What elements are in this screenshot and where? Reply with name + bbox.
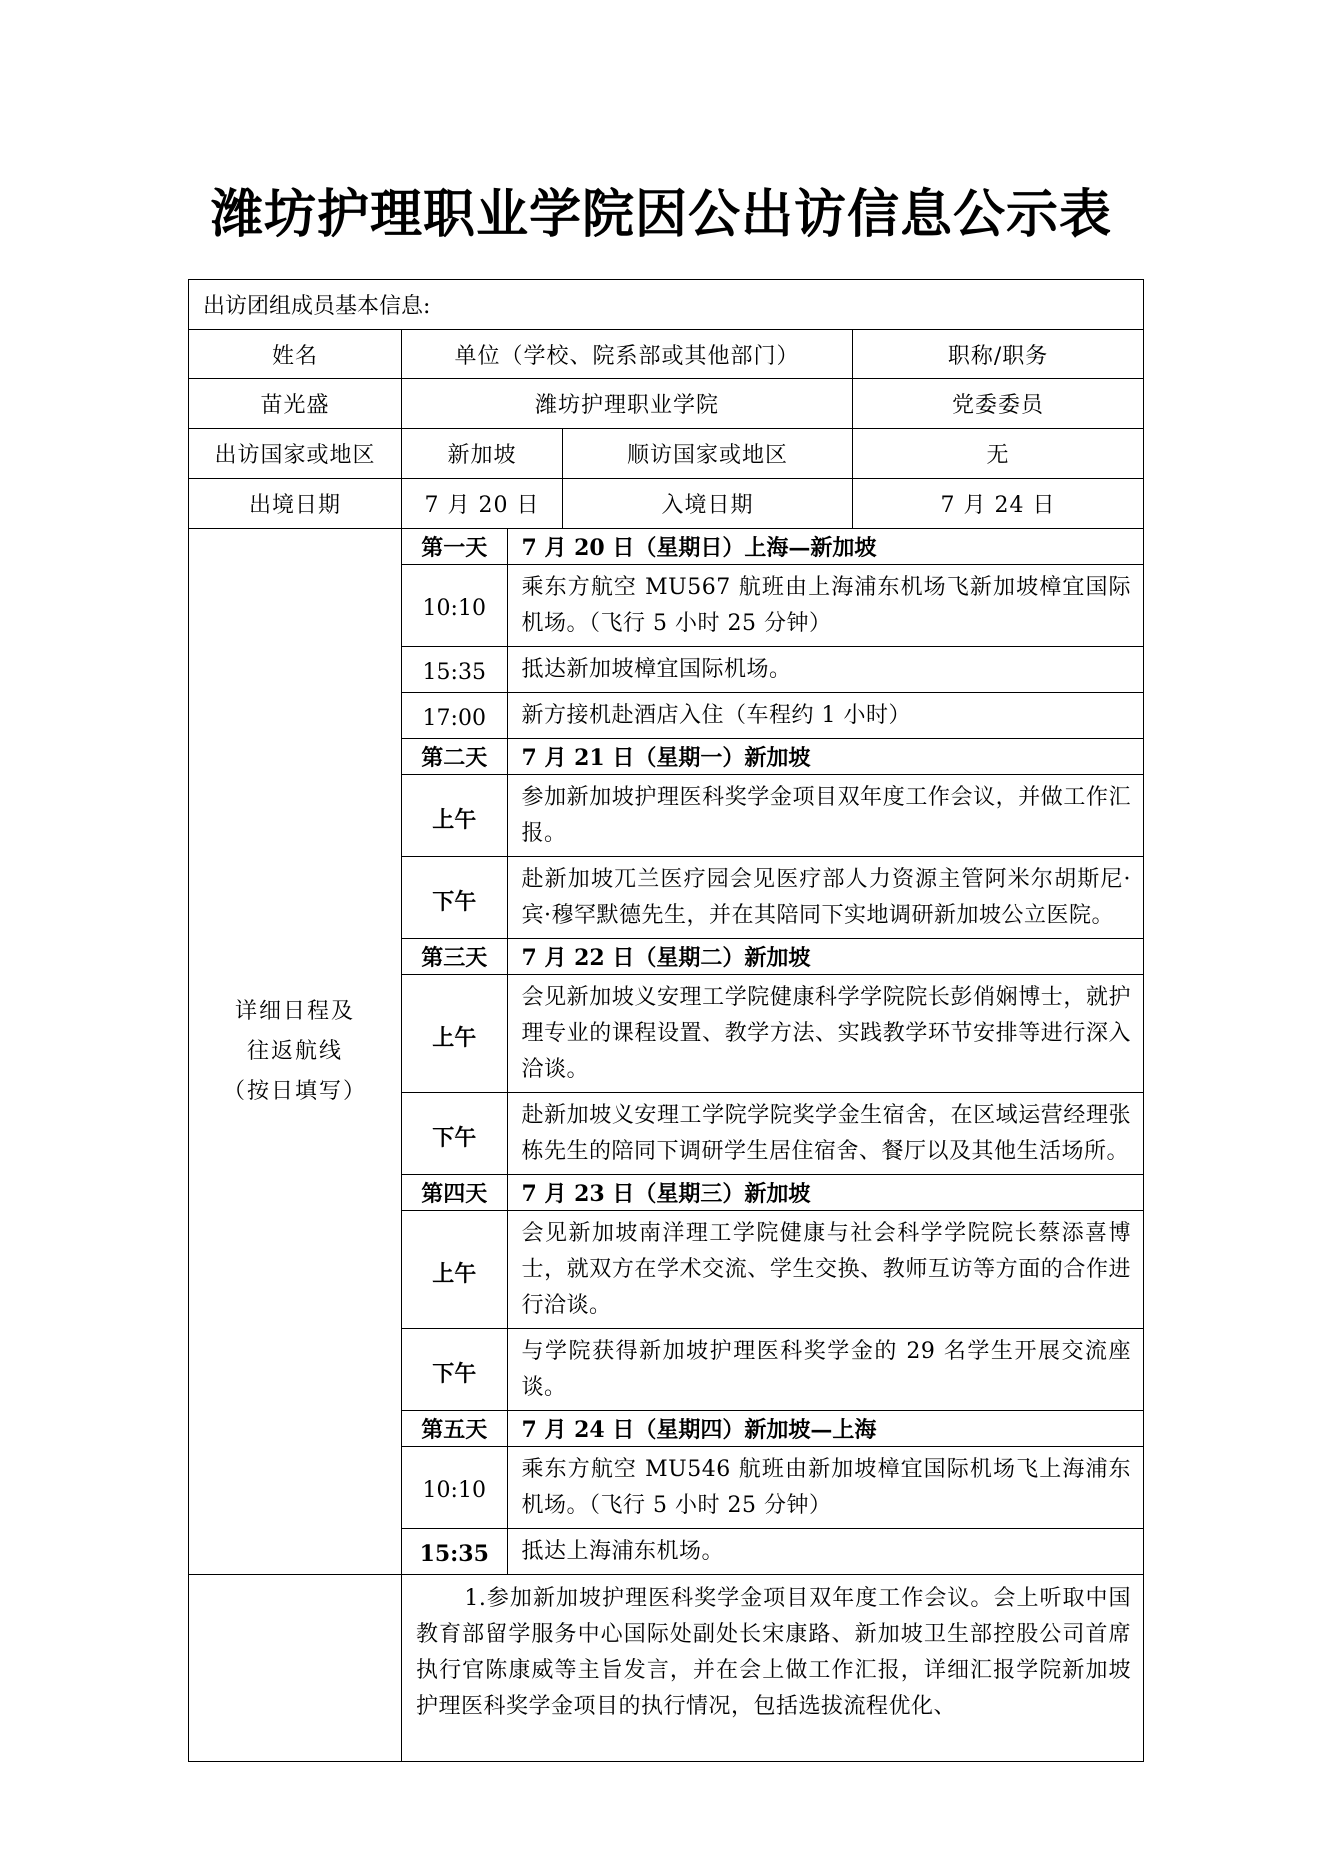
member-unit: 潍坊护理职业学院 bbox=[402, 379, 853, 429]
event-desc: 会见新加坡义安理工学院健康科学学院院长彭俏娴博士，就护理专业的课程设置、教学方法、实践教学环节安排等进行深入洽谈。 bbox=[507, 975, 1143, 1093]
schedule-event bbox=[402, 693, 1143, 739]
event-time: 下午 bbox=[402, 1093, 507, 1175]
schedule-event bbox=[402, 1093, 1143, 1175]
event-time: 10:10 bbox=[402, 1447, 507, 1529]
event-time: 上午 bbox=[402, 975, 507, 1093]
event-time: 上午 bbox=[402, 775, 507, 857]
event-desc: 与学院获得新加坡护理医科奖学金的 29 名学生开展交流座谈。 bbox=[507, 1329, 1143, 1411]
entry-date-label: 入境日期 bbox=[563, 479, 853, 529]
event-time: 下午 bbox=[402, 857, 507, 939]
day-header-row bbox=[402, 939, 1143, 975]
schedule-event bbox=[402, 775, 1143, 857]
entry-date-value: 7 月 24 日 bbox=[853, 479, 1144, 529]
day-header: 7 月 20 日（星期日）上海—新加坡 bbox=[507, 529, 1143, 565]
event-desc: 抵达新加坡樟宜国际机场。 bbox=[507, 647, 1143, 693]
schedule-event bbox=[402, 565, 1143, 647]
members-section-label: 出访团组成员基本信息: bbox=[189, 280, 1144, 330]
day-header-row bbox=[402, 1175, 1143, 1211]
day-header: 7 月 23 日（星期三）新加坡 bbox=[507, 1175, 1143, 1211]
event-time: 17:00 bbox=[402, 693, 507, 739]
schedule-event bbox=[402, 1529, 1143, 1575]
transit-label: 顺访国家或地区 bbox=[563, 429, 853, 479]
schedule-table bbox=[402, 529, 1143, 1574]
schedule-label bbox=[189, 529, 402, 1575]
day-header: 7 月 21 日（星期一）新加坡 bbox=[507, 739, 1143, 775]
schedule-event bbox=[402, 647, 1143, 693]
day-label: 第五天 bbox=[402, 1411, 507, 1447]
day-header: 7 月 24 日（星期四）新加坡—上海 bbox=[507, 1411, 1143, 1447]
country-label: 出访国家或地区 bbox=[189, 429, 402, 479]
event-desc: 参加新加坡护理医科奖学金项目双年度工作会议，并做工作汇报。 bbox=[507, 775, 1143, 857]
event-desc: 乘东方航空 MU546 航班由新加坡樟宜国际机场飞上海浦东机场。（飞行 5 小时 25 分钟） bbox=[507, 1447, 1143, 1529]
event-desc: 赴新加坡义安理工学院学院奖学金生宿舍，在区域运营经理张栋先生的陪同下调研学生居住宿舍、餐厅以及其他生活场所。 bbox=[507, 1093, 1143, 1175]
exit-date-value: 7 月 20 日 bbox=[402, 479, 563, 529]
member-name: 苗光盛 bbox=[189, 379, 402, 429]
event-time: 15:35 bbox=[402, 1529, 507, 1575]
day-header-row bbox=[402, 739, 1143, 775]
event-time: 15:35 bbox=[402, 647, 507, 693]
event-desc: 会见新加坡南洋理工学院健康与社会科学学院院长蔡添喜博士，就双方在学术交流、学生交换、教师互访等方面的合作进行洽谈。 bbox=[507, 1211, 1143, 1329]
day-label: 第三天 bbox=[402, 939, 507, 975]
summary-label-cell bbox=[189, 1575, 402, 1762]
page-title: 潍坊护理职业学院因公出访信息公示表 bbox=[210, 184, 1112, 245]
day-header: 7 月 22 日（星期二）新加坡 bbox=[507, 939, 1143, 975]
exit-date-label: 出境日期 bbox=[189, 479, 402, 529]
event-desc: 新方接机赴酒店入住（车程约 1 小时） bbox=[507, 693, 1143, 739]
schedule-event bbox=[402, 1329, 1143, 1411]
summary-text: 1.参加新加坡护理医科奖学金项目双年度工作会议。会上听取中国教育部留学服务中心国际处副处长宋康路、新加坡卫生部控股公司首席执行官陈康威等主旨发言，并在会上做工作汇报，详细汇报学院新加坡护理医科奖学金项目的执行情况，包括选拔流程优化、 bbox=[416, 1586, 1132, 1719]
schedule-event bbox=[402, 975, 1143, 1093]
day-label: 第四天 bbox=[402, 1175, 507, 1211]
schedule-cell bbox=[402, 529, 1144, 1575]
header-unit: 单位（学校、院系部或其他部门） bbox=[402, 330, 853, 379]
transit-value: 无 bbox=[853, 429, 1144, 479]
schedule-label-line: 详细日程及 bbox=[234, 998, 355, 1024]
event-desc: 赴新加坡兀兰医疗园会见医疗部人力资源主管阿米尔胡斯尼·宾·穆罕默德先生，并在其陪同下实地调研新加坡公立医院。 bbox=[507, 857, 1143, 939]
schedule-event bbox=[402, 857, 1143, 939]
event-time: 10:10 bbox=[402, 565, 507, 647]
event-time: 上午 bbox=[402, 1211, 507, 1329]
header-position: 职称/职务 bbox=[853, 330, 1144, 379]
event-time: 下午 bbox=[402, 1329, 507, 1411]
schedule-label-line: （按日填写） bbox=[222, 1078, 367, 1104]
schedule-event bbox=[402, 1211, 1143, 1329]
country-value: 新加坡 bbox=[402, 429, 563, 479]
event-desc: 抵达上海浦东机场。 bbox=[507, 1529, 1143, 1575]
header-name: 姓名 bbox=[189, 330, 402, 379]
summary-cell bbox=[402, 1575, 1144, 1762]
day-label: 第二天 bbox=[402, 739, 507, 775]
schedule-label-line: 往返航线 bbox=[246, 1038, 343, 1064]
event-desc: 乘东方航空 MU567 航班由上海浦东机场飞新加坡樟宜国际机场。（飞行 5 小时 25 分钟） bbox=[507, 565, 1143, 647]
member-position: 党委委员 bbox=[853, 379, 1144, 429]
schedule-event bbox=[402, 1447, 1143, 1529]
day-label: 第一天 bbox=[402, 529, 507, 565]
day-header-row bbox=[402, 1411, 1143, 1447]
info-table bbox=[188, 279, 1144, 1762]
day-header-row bbox=[402, 529, 1143, 565]
